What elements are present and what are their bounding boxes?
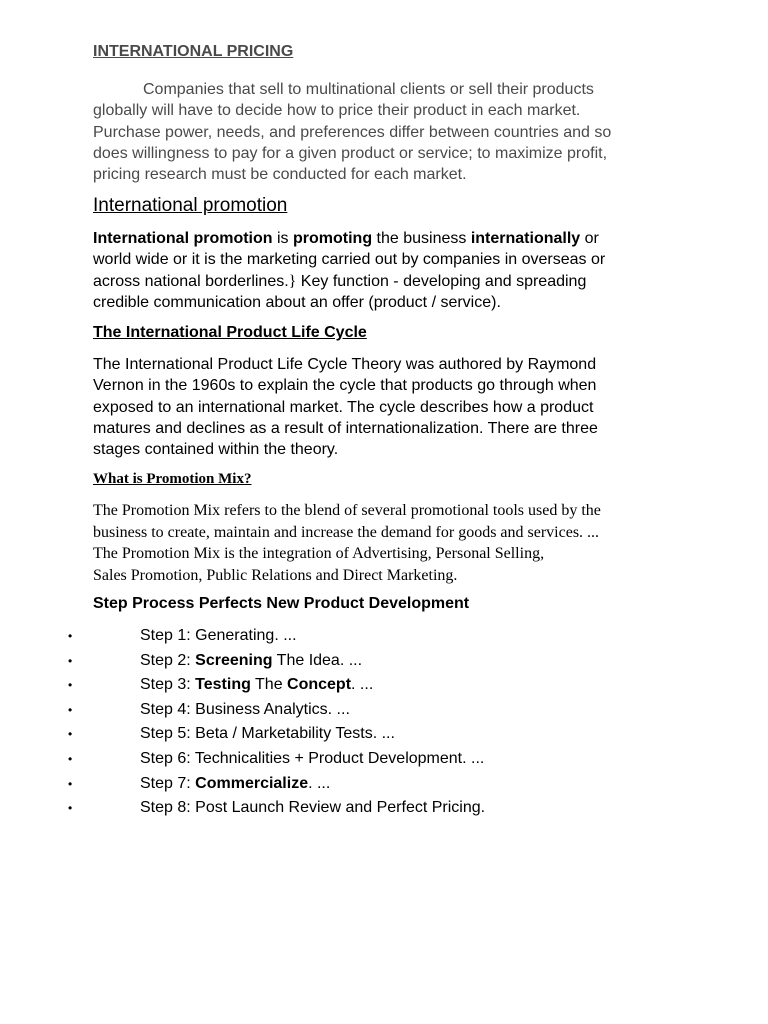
life-cycle-heading: The International Product Life Cycle xyxy=(93,324,367,341)
bullet-icon: • xyxy=(68,702,73,717)
list-item xyxy=(0,673,768,698)
text-run: The Idea. ... xyxy=(272,651,363,669)
list-item xyxy=(0,649,768,674)
text-run: Step 8: Post Launch Review and Perfect Pricing. xyxy=(140,799,486,817)
text-run: Step 1: Generating. ... xyxy=(140,627,297,644)
text-run: Step 6: Technicalities + Product Development. ... xyxy=(140,749,485,767)
promotion-mix-heading: What is Promotion Mix? xyxy=(93,471,252,487)
step-text xyxy=(140,673,373,698)
text-run: Step 4: Business Analytics. ... xyxy=(140,700,350,718)
text-run: across national borderlines. xyxy=(93,272,289,290)
text-run: The xyxy=(250,676,288,694)
bold-term: International promotion xyxy=(93,230,273,247)
bold-term: Testing xyxy=(195,676,251,694)
life-cycle-line-4: matures and declines as a result of internationalization. There are three xyxy=(93,419,598,437)
npd-heading: Step Process Perfects New Product Development xyxy=(93,595,470,612)
bold-term: promoting xyxy=(293,230,373,247)
text-run: . ... xyxy=(351,676,374,694)
pricing-line-4: does willingness to pay for a given product or service; to maximize profit, xyxy=(93,144,608,162)
text-run: Key function - developing and spreading xyxy=(296,272,587,290)
pricing-line-5: pricing research must be conducted for each market. xyxy=(93,166,467,184)
list-item xyxy=(0,624,768,649)
text-run: is xyxy=(272,230,293,247)
step-text xyxy=(140,796,485,821)
bullet-icon: • xyxy=(68,629,73,643)
promotion-line-2: world wide or it is the marketing carried out by companies in overseas or xyxy=(93,251,606,269)
pricing-line-2: globally will have to decide how to price their product in each market. xyxy=(93,102,581,120)
step-text xyxy=(140,698,350,723)
pricing-line-1 xyxy=(93,79,693,100)
promotion-mix-line-2: business to create, maintain and increase the demand for goods and services. ... xyxy=(93,523,600,541)
step-text xyxy=(140,722,395,747)
text-run: Step 2: xyxy=(140,651,196,669)
text-run: the business xyxy=(372,230,471,247)
life-cycle-line-1: The International Product Life Cycle Theory was authored by Raymond xyxy=(93,356,597,373)
brace-glyph: } xyxy=(288,272,297,290)
life-cycle-paragraph xyxy=(93,354,693,460)
bold-term: Concept xyxy=(287,676,352,694)
bold-term: internationally xyxy=(470,230,581,247)
step-text xyxy=(140,624,297,649)
promotion-line-1 xyxy=(93,228,693,249)
bullet-icon: • xyxy=(68,751,73,766)
list-item xyxy=(0,747,768,772)
promotion-paragraph xyxy=(93,228,693,313)
list-item xyxy=(0,698,768,723)
bold-term: Screening xyxy=(195,651,273,669)
text-run: Step 7: xyxy=(140,774,196,792)
bullet-icon: • xyxy=(68,776,73,791)
bullet-icon: • xyxy=(68,801,73,816)
text-run: . ... xyxy=(308,774,331,792)
pricing-heading: INTERNATIONAL PRICING xyxy=(93,43,294,60)
pricing-line-1-text: Companies that sell to multinational clients or sell their products xyxy=(143,81,594,98)
text-run: or xyxy=(580,230,599,247)
promotion-line-3 xyxy=(93,271,693,292)
text-run: Step 5: Beta / Marketability Tests. ... xyxy=(140,725,395,743)
bullet-icon: • xyxy=(68,727,73,742)
step-text xyxy=(140,772,330,797)
text-run: Step 3: xyxy=(140,676,196,694)
promotion-heading: International promotion xyxy=(93,195,288,216)
step-text xyxy=(140,747,484,772)
promotion-mix-paragraph xyxy=(93,500,693,586)
list-item xyxy=(0,796,768,821)
npd-step-list xyxy=(0,624,768,821)
promotion-mix-line-1: The Promotion Mix refers to the blend of several promotional tools used by the xyxy=(93,502,601,519)
bold-term: Commercialize xyxy=(195,774,309,792)
life-cycle-line-3: exposed to an international market. The cycle describes how a product xyxy=(93,398,594,416)
promotion-mix-line-4: Sales Promotion, Public Relations and Direct Marketing. xyxy=(93,566,458,584)
list-item xyxy=(0,772,768,797)
life-cycle-line-5: stages contained within the theory. xyxy=(93,441,339,459)
bullet-icon: • xyxy=(68,678,73,693)
life-cycle-line-2: Vernon in the 1960s to explain the cycle that products go through when xyxy=(93,377,597,395)
step-text xyxy=(140,649,362,674)
promotion-line-4: credible communication about an offer (product / service). xyxy=(93,293,501,311)
list-item xyxy=(0,722,768,747)
bullet-icon: • xyxy=(68,653,73,668)
promotion-mix-line-3: The Promotion Mix is the integration of Advertising, Personal Selling, xyxy=(93,545,545,563)
pricing-line-3: Purchase power, needs, and preferences differ between countries and so xyxy=(93,123,612,141)
pricing-paragraph xyxy=(93,79,693,185)
